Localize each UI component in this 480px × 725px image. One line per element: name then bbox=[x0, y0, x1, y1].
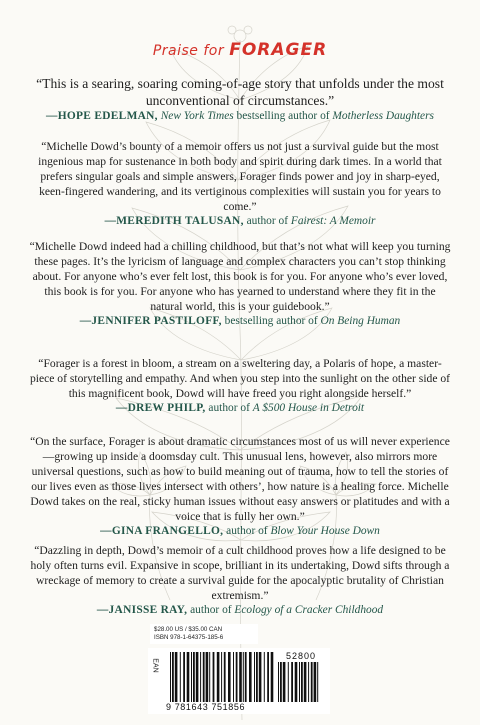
barcode-bar bbox=[209, 652, 210, 702]
barcode-bar bbox=[295, 662, 298, 702]
price-line: $28.00 US / $35.00 CAN bbox=[154, 626, 223, 633]
barcode-bar bbox=[196, 652, 199, 702]
barcode-isbn-digits: 9 781643 751856 bbox=[166, 702, 246, 712]
blurb-author-work: New York Times bbox=[160, 110, 234, 122]
barcode-addon-digits: 52800 bbox=[285, 651, 317, 661]
blurb-author-detail: author of bbox=[205, 402, 253, 414]
barcode-bar bbox=[267, 652, 269, 702]
price-box bbox=[150, 624, 258, 644]
barcode-bar bbox=[314, 662, 317, 702]
barcode-bar bbox=[308, 662, 309, 702]
blurb-author-detail-2: bestselling author of bbox=[233, 110, 333, 122]
barcode-bar bbox=[172, 652, 174, 702]
blurb bbox=[28, 543, 452, 618]
barcode-bar bbox=[291, 662, 293, 702]
blurb-text: “Dazzling in depth, Dowd’s memoir of a cult childhood proves how a life designed to be holy often turns evil. Expansive in scope, brilliant in its undertaking, Dowd sifts through a wreckage of memory to create a survival guide for the apocalyptic brutality of Christian extremism.” bbox=[30, 544, 450, 602]
blurb-author-detail: author of bbox=[187, 604, 235, 616]
barcode-bar bbox=[278, 662, 279, 702]
barcode-bar bbox=[254, 652, 255, 702]
barcode-bar bbox=[170, 652, 171, 702]
blurb bbox=[28, 239, 452, 329]
barcode-bar bbox=[304, 662, 307, 702]
blurb-text: “This is a searing, soaring coming-of-age story that unfolds under the most unconventional of circumstances.” bbox=[36, 76, 444, 108]
blurb-attribution bbox=[28, 603, 452, 618]
barcode-bar bbox=[264, 652, 265, 702]
barcode-bar bbox=[249, 652, 252, 702]
blurb-author-name: —GINA FRANGELLO, bbox=[100, 525, 224, 537]
barcode-bar bbox=[187, 652, 190, 702]
blurb bbox=[28, 75, 452, 124]
blurb-text: “Forager is a forest in bloom, a stream on a sweltering day, a Polaris of hope, a master-piece of storytelling and empathy. And when you step into the sunlight on the other side of this magnificent book, Dowd will have freed you right alongside herself.” bbox=[29, 357, 451, 400]
blurb-text: “Michelle Dowd indeed had a chilling childhood, but that’s not what will keep you turning these pages. It’s the lyricism of language and complex characters you can’t stop thinking about. For anyone who’s ever felt lost, this book is for you. For anyone who’s ever loved, this book is for you. For anyone who has yearned to understand where they fit in the natural world, this is your guidebook.” bbox=[29, 240, 451, 313]
barcode-bar bbox=[175, 652, 178, 702]
barcode-bar bbox=[224, 652, 226, 702]
barcode-box bbox=[148, 648, 330, 714]
blurb-author-work: A $500 House in Detroit bbox=[252, 402, 365, 414]
barcode-bar bbox=[193, 652, 195, 702]
blurb bbox=[28, 356, 452, 416]
blurb-text: “Michelle Dowd’s bounty of a memoir offers us not just a survival guide but the most ingenious map for sustenance in both body and spirit during dark times. In a world that prefers singular goals and simple answers, Forager finds power and joy in sharp-eyed, keen-fingered wandering, and its vertiginous complexities will sustain you for years to come.” bbox=[38, 140, 442, 213]
barcode-main-bars bbox=[170, 652, 274, 702]
barcode-addon-bars bbox=[278, 662, 322, 702]
barcode-bar bbox=[301, 662, 303, 702]
barcode-bar bbox=[317, 662, 318, 702]
barcode-bar bbox=[236, 652, 238, 702]
blurb bbox=[28, 434, 452, 539]
blurb-author-work: Ecology of a Cracker Childhood bbox=[234, 604, 384, 616]
barcode-bar bbox=[200, 652, 201, 702]
blurb bbox=[28, 139, 452, 229]
barcode-bar bbox=[239, 652, 242, 702]
blurb-attribution bbox=[28, 401, 452, 416]
blurb-author-work-2: Motherless Daughters bbox=[332, 110, 434, 122]
blurb-attribution bbox=[28, 524, 452, 539]
ean-label-text: EAN bbox=[151, 658, 159, 673]
blurb-author-name: —JANISSE RAY, bbox=[96, 604, 188, 616]
barcode-bar bbox=[206, 652, 209, 702]
blurb-author-name: —MEREDITH TALUSAN, bbox=[104, 215, 244, 227]
barcode-bar bbox=[183, 652, 185, 702]
blurb-author-name: —JENNIFER PASTILOFF, bbox=[79, 315, 222, 327]
blurb-attribution bbox=[28, 109, 452, 124]
blurb-author-detail: author of bbox=[223, 525, 271, 537]
barcode-bar bbox=[288, 662, 289, 702]
barcode-bar bbox=[191, 652, 192, 702]
barcode-bar bbox=[245, 652, 247, 702]
isbn-line: ISBN 978-1-64375-185-6 bbox=[154, 634, 224, 641]
barcode-bar bbox=[283, 662, 286, 702]
blurb-attribution bbox=[28, 314, 452, 329]
barcode-bar bbox=[228, 652, 231, 702]
blurb-author-detail: bestselling author of bbox=[221, 315, 321, 327]
blurb-author-name: —DREW PHILP, bbox=[115, 402, 206, 414]
barcode-bar bbox=[271, 652, 274, 702]
barcode-bar bbox=[311, 662, 313, 702]
barcode-bar bbox=[256, 652, 258, 702]
barcode-bar bbox=[180, 652, 181, 702]
blurb-author-work: Fairest: A Memoir bbox=[290, 215, 376, 227]
barcode-bar bbox=[259, 652, 262, 702]
barcode-bar bbox=[299, 662, 300, 702]
barcode-bar bbox=[243, 652, 244, 702]
barcode-bar bbox=[280, 662, 282, 702]
barcode-bar bbox=[233, 652, 234, 702]
barcode-bar bbox=[213, 652, 215, 702]
ean-label bbox=[151, 658, 164, 678]
blurb-author-name: —HOPE EDELMAN, bbox=[46, 110, 158, 122]
blurb-author-detail: author of bbox=[243, 215, 291, 227]
blurb-author-work: On Being Human bbox=[320, 315, 401, 327]
praise-heading-title: FORAGER bbox=[229, 40, 328, 60]
barcode-bar bbox=[217, 652, 220, 702]
blurb-attribution bbox=[28, 214, 452, 229]
barcode-bar bbox=[221, 652, 222, 702]
blurb-text: “On the surface, Forager is about dramatic circumstances most of us will never experience—growing up inside a doomsday cult. This unusual lens, however, also mirrors more universal questions, such as how to build meaning out of trauma, how to tell the stories of our lives even as those lives intersect with others’, how nature is a healing force. Michelle Dowd takes on the real, sticky human issues without easy answers or platitudes and with a voice that is fully her own.” bbox=[30, 435, 450, 523]
barcode-bar bbox=[203, 652, 205, 702]
praise-heading-prefix: Praise for bbox=[152, 43, 225, 59]
praise-heading bbox=[0, 40, 480, 60]
blurb-author-work: Blow Your House Down bbox=[270, 525, 380, 537]
